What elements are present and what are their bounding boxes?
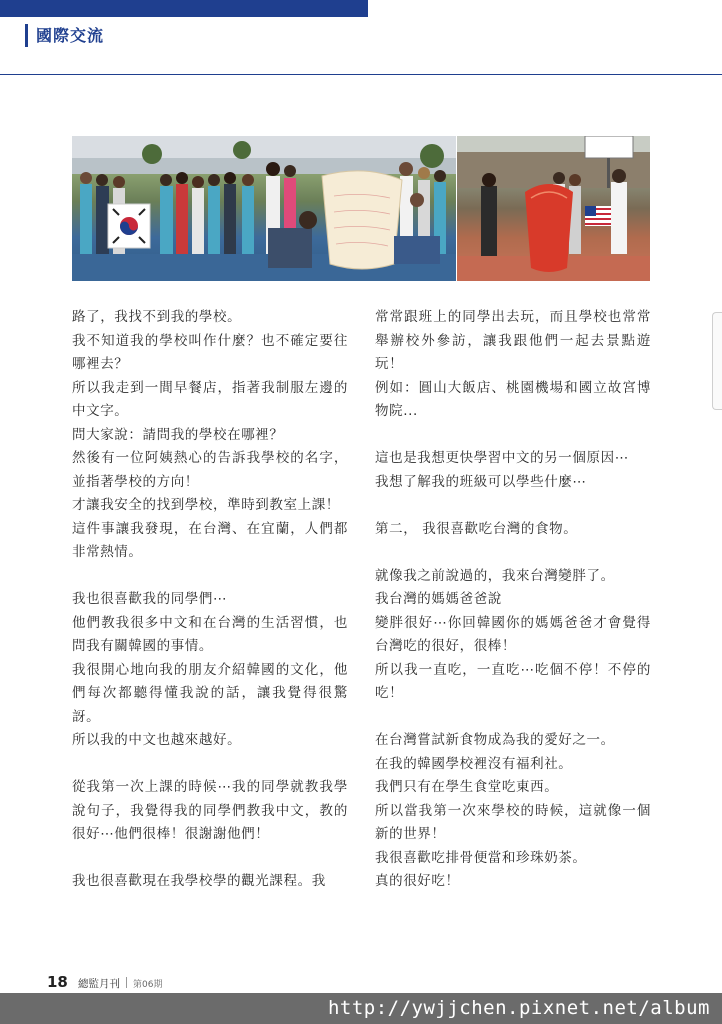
page-edge-tab <box>712 312 722 410</box>
article-paragraph: 變胖很好⋯你回韓國你的媽媽爸爸才會覺得台灣吃的很好，很棒！ <box>375 614 651 654</box>
article-paragraph: 這件事讓我發現，在台灣、在宜蘭，人們都非常熱情。 <box>72 520 348 560</box>
article-paragraph: 然後有一位阿姨熱心的告訴我學校的名字，並指著學校的方向！ <box>72 450 348 490</box>
article-paragraph: 所以當我第一次來學校的時候，這就像一個新的世界！ <box>375 802 651 842</box>
article-paragraph: 我不知道我的學校叫作什麼？也不確定要往哪裡去？ <box>72 332 348 372</box>
article-paragraph: 問大家說：請問我的學校在哪裡？ <box>72 426 284 443</box>
article-paragraph: 我很開心地向我的朋友介紹韓國的文化，他們每次都聽得懂我說的話，讓我覺得很驚訝。 <box>72 661 348 725</box>
article-paragraph: 我也很喜歡現在我學校學的觀光課程。我 <box>72 873 326 889</box>
section-title: 國際交流 <box>36 26 105 45</box>
publication-name: 總監月刊 <box>78 978 120 990</box>
header-color-bar <box>0 0 368 17</box>
article-paragraph: 我很喜歡吃排骨便當和珍珠奶茶。 <box>375 849 587 866</box>
article-paragraph: 這也是我想更快學習中文的另一個原因⋯ <box>375 450 629 466</box>
watermark-url: http://ywjjchen.pixnet.net/album <box>327 997 710 1019</box>
article-paragraph: 常常跟班上的同學出去玩，而且學校也常常舉辦校外參訪，讓我跟他們一起去景點遊玩！ <box>375 309 651 372</box>
article-paragraph: 在我的韓國學校裡沒有福利社。 <box>375 755 573 772</box>
article-paragraph: 我也很喜歡我的同學們⋯ <box>72 591 228 607</box>
article-paragraph: 我們只有在學生食堂吃東西。 <box>375 779 559 795</box>
article-paragraph: 我台灣的媽媽爸爸說 <box>375 591 502 607</box>
article-left-column <box>72 306 348 894</box>
article-paragraph: 從我第一次上課的時候⋯我的同學就教我學說句子，我覺得我的同學們教我中文，教的很好⋯他們很棒！很謝謝他們！ <box>72 779 348 842</box>
article-paragraph: 所以我一直吃，一直吃⋯吃個不停！不停的吃！ <box>375 661 651 701</box>
article-right-column <box>375 306 651 894</box>
issue-number: 第06期 <box>133 980 163 990</box>
header-divider <box>0 74 722 75</box>
article-paragraph: 他們教我很多中文和在台灣的生活習慣，也問我有關韓國的事情。 <box>72 614 348 654</box>
group-photo-korea-flag-icon <box>72 136 456 281</box>
group-photo-left <box>72 136 456 281</box>
article-paragraph: 所以我的中文也越來越好。 <box>72 732 242 748</box>
article-paragraph: 在台灣嘗試新食物成為我的愛好之一。 <box>375 732 615 748</box>
page-number: 18 <box>47 973 68 991</box>
article-paragraph: 第二， 我很喜歡吃台灣的食物。 <box>375 520 578 537</box>
article-paragraph: 真的很好吃！ <box>375 873 460 889</box>
footer-divider <box>126 977 127 988</box>
watermark-bar <box>0 993 722 1024</box>
article-paragraph: 所以我走到一間早餐店，指著我制服左邊的中文字。 <box>72 379 348 419</box>
article-paragraph: 例如：圓山大飯店、桃園機場和國立故宮博物院... <box>375 379 651 419</box>
group-photo-right <box>457 136 650 281</box>
article-paragraph: 就像我之前說過的，我來台灣變胖了。 <box>375 567 615 584</box>
article-paragraph: 我想了解我的班級可以學些什麼⋯ <box>375 473 587 490</box>
section-marker <box>25 24 28 47</box>
article-paragraph: 才讓我安全的找到學校，準時到教室上課！ <box>72 497 340 513</box>
article-paragraph: 路了，我找不到我的學校。 <box>72 309 242 325</box>
group-photo-sky-lantern-icon <box>457 136 650 281</box>
